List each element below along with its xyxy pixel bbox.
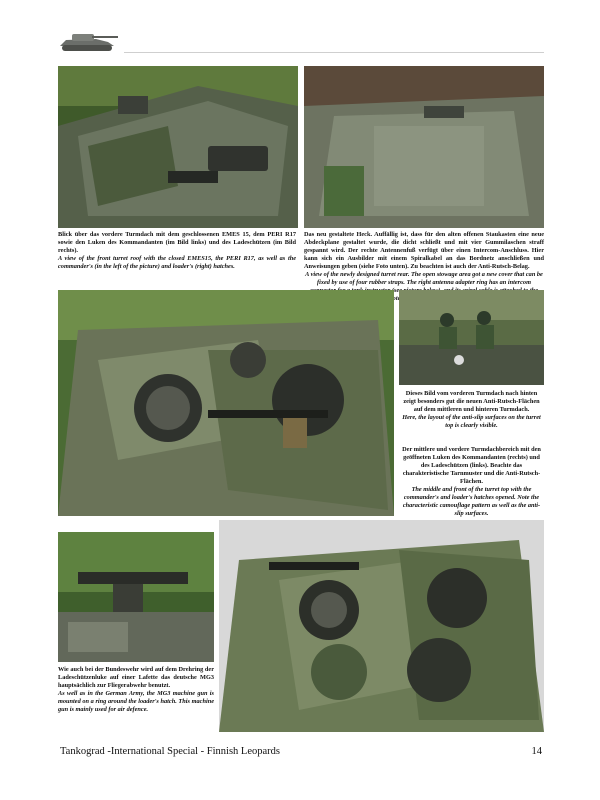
- tank-silhouette-logo: [56, 26, 120, 54]
- photo-turret-top-hatches-open: [219, 520, 544, 732]
- photo-middle-turret-hatches: [58, 290, 394, 516]
- caption-mg3-de: Wie auch bei der Bundeswehr wird auf dem Drehring der Ladeschützenluke auf einer Lafette das deutsche MG3 hauptsächlich zur Fliegerabwehr benutzt.: [58, 666, 214, 689]
- caption-turret-rear-en: A view of the newly designed turret rear. The open stowage area got a new cover that can be fixed by use of four rubber straps. The right antenna adapter ring has an intercom (see Note: [305, 271, 543, 302]
- caption-turret-rear-de: Das neu gestaltete Heck. Auffällig ist, dass für den alten offenen Staukasten eine neue Abdeckplane gestaltet wurde, die dicht schließt und mit vier Gummilaschen straff gespannt wird. Der rechte Antennenfuß verfügt über einen Intercom-Anschluss. Hier kann sich ein Ausbilder mit einem Spiralkabel an das Bordnetz anschließen und Anweisungen geben (siehe Foto unten). Zu beachten ist auch der Anti-Rutsch-Belag.: [304, 231, 544, 270]
- caption-mg3-en: As well as in the German Army, the MG3 machine gun is mounted on a ring around the loader's hatch. This machine gun is mainly used for air defence.: [58, 690, 214, 713]
- footer-title: Tankograd -International Special - Finnish Leopards: [60, 746, 280, 757]
- caption-middle-front-turret: [399, 446, 544, 518]
- page-number: 14: [531, 746, 542, 757]
- caption-anti-slip-de: Dieses Bild vom vorderen Turmdach nach hinten zeigt besonders gut die neuen Anti-Rutsch-Flächen auf dem mittleren und hinteren Turmdach.: [403, 390, 540, 413]
- caption-anti-slip: [399, 390, 544, 430]
- caption-front-turret-roof: [58, 231, 296, 271]
- caption-anti-slip-en: Here, the layout of the anti-slip surfaces on the turret top is clearly visible.: [402, 414, 541, 429]
- caption-front-turret-roof-en: A view of the front turret roof with the closed EMES15, the PERI R17, as well as the commander's (in the left of the picture) and loader's (right) hatches.: [58, 255, 296, 270]
- caption-middle-front-turret-de: Der mittlere und vordere Turmdachbereich mit den geöffneten Luken des Kommandanten (rechts) und des Ladeschützen (links). Beachte das charakteristische Tarnmuster und die Anti-Rutsch-Flächen.: [402, 446, 541, 485]
- photo-tank-instructor: [399, 290, 544, 385]
- photo-front-turret-roof: [58, 66, 298, 228]
- photo-mg3-loader-hatch: [58, 532, 214, 662]
- photo-turret-rear: [304, 66, 544, 228]
- caption-mg3: [58, 666, 214, 714]
- header-rule: [124, 52, 544, 53]
- caption-middle-front-turret-en: The middle and front of the turret top with the commander's and loader's hatches opened. Note the characteristic camouflage pattern as well as the anti-slip surfaces.: [402, 486, 541, 517]
- caption-front-turret-roof-de: Blick über das vordere Turmdach mit dem geschlossenen EMES 15, dem PERI R17 sowie den Luken des Kommandanten (im Bild links) und des Ladeschützen (im Bild rechts).: [58, 231, 296, 254]
